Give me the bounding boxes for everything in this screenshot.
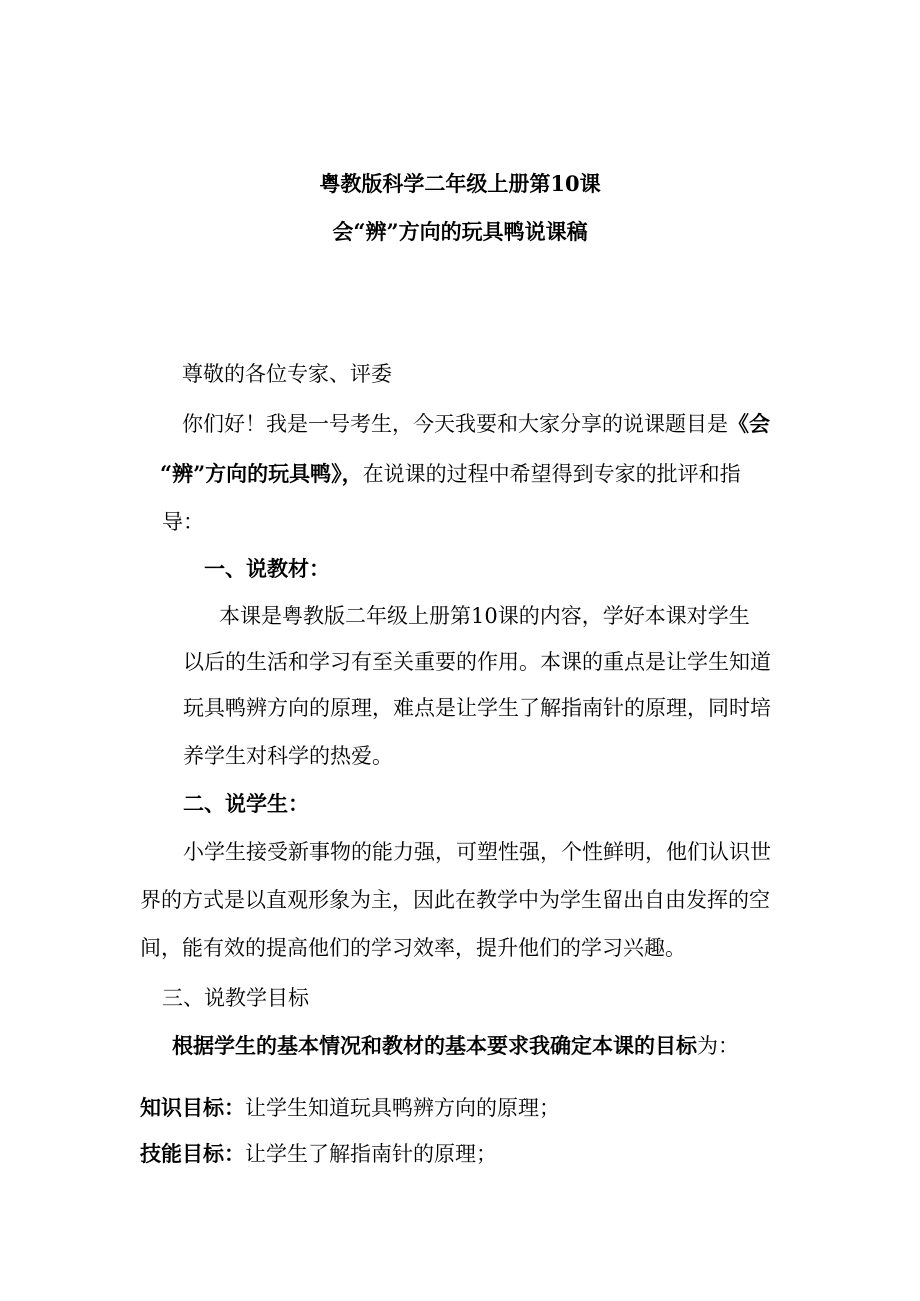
goal-skill-label: 技能目标：: [140, 1141, 245, 1166]
section-heading-materials: 一、说教材：: [204, 556, 330, 581]
goal-skill: [140, 1140, 497, 1168]
goal-knowledge: [140, 1094, 560, 1122]
goal-knowledge-text: 让学生知道玩具鸭辨方向的原理；: [245, 1096, 560, 1120]
greeting: 尊敬的各位专家、评委: [182, 362, 392, 386]
intro-topic-start: 《会: [728, 411, 770, 436]
document-title: 粤教版科学二年级上册第10课: [319, 171, 601, 196]
section-heading-goals: 三、说教学目标: [162, 986, 309, 1010]
materials-line-2: 以后的生活和学习有至关重要的作用。本课的重点是让学生知道: [183, 650, 771, 674]
materials-line-4: 养学生对科学的热爱。: [183, 744, 393, 768]
intro-text: 你们好！我是一号考生，今天我要和大家分享的说课题目是: [182, 412, 728, 436]
section-heading-students: 二、说学生：: [183, 791, 309, 816]
materials-line-1: 本课是粤教版二年级上册第10课的内容，学好本课对学生: [219, 604, 750, 628]
intro-line-1: [182, 410, 770, 438]
intro-topic-end: “辨”方向的玩具鸭》，: [160, 461, 363, 486]
intro-line-3: 导：: [162, 510, 204, 534]
goal-knowledge-label: 知识目标：: [140, 1095, 245, 1120]
materials-line-3: 玩具鸭辨方向的原理，难点是让学生了解指南针的原理，同时培: [183, 696, 771, 720]
students-line-1: 小学生接受新事物的能力强，可塑性强，个性鲜明，他们认识世: [183, 840, 771, 864]
goals-lead-plain: 为：: [697, 1034, 739, 1058]
intro-text-2: 在说课的过程中希望得到专家的批评和指: [362, 462, 741, 486]
students-line-3: 间，能有效的提高他们的学习效率，提升他们的学习兴趣。: [140, 936, 686, 960]
goal-skill-text: 让学生了解指南针的原理；: [245, 1142, 497, 1166]
intro-line-2: [160, 460, 741, 488]
students-line-2: 界的方式是以直观形象为主，因此在教学中为学生留出自由发挥的空: [140, 888, 770, 912]
goals-lead: [172, 1032, 739, 1060]
goals-lead-bold: 根据学生的基本情况和教材的基本要求我确定本课的目标: [172, 1033, 697, 1058]
document-subtitle: 会“辨”方向的玩具鸭说课稿: [332, 219, 588, 244]
